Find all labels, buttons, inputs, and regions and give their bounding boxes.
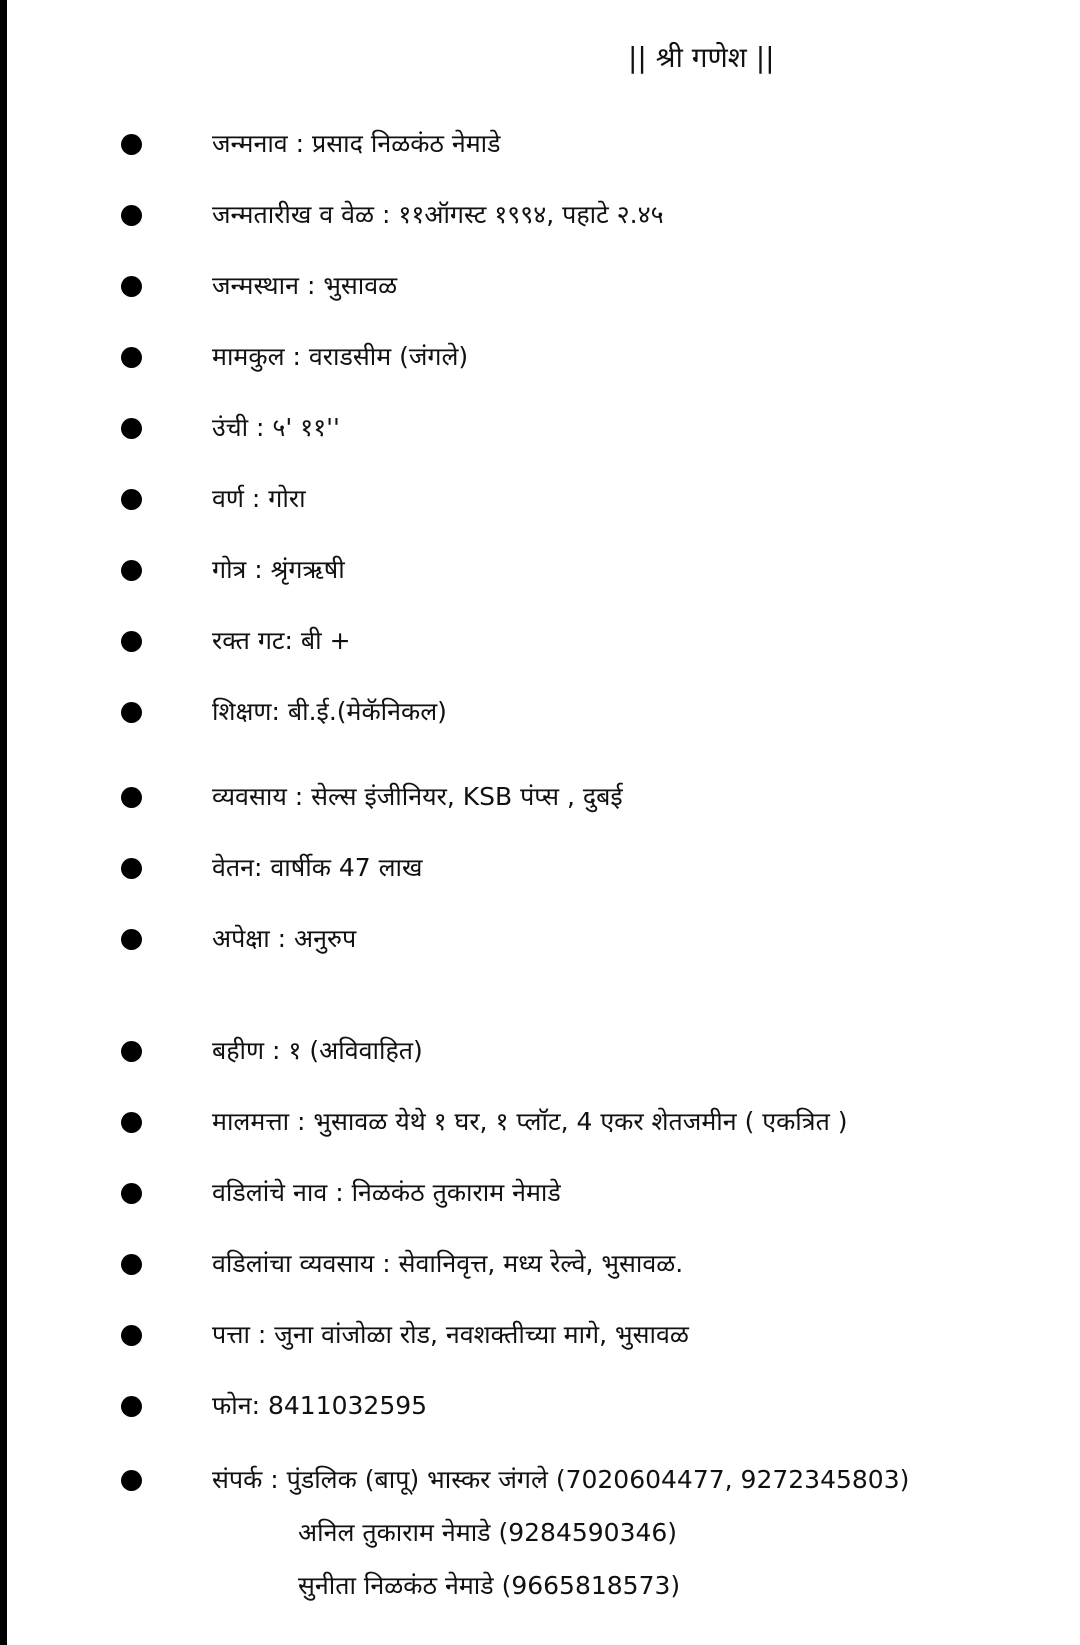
bullet-icon bbox=[121, 631, 142, 652]
bullet-icon bbox=[121, 1041, 142, 1062]
bullet-icon bbox=[121, 489, 142, 510]
list-item-complexion bbox=[0, 477, 1080, 517]
list-item-expectation bbox=[0, 917, 1080, 957]
bullet-icon bbox=[121, 1396, 142, 1417]
list-item-phone bbox=[0, 1384, 1080, 1424]
contact-line-3: सुनीता निळकंठ नेमाडे (9665818573) bbox=[298, 1571, 681, 1600]
list-item-gotra bbox=[0, 548, 1080, 588]
bullet-icon bbox=[121, 787, 142, 808]
expectation-text: अपेक्षा : अनुरुप bbox=[212, 924, 357, 953]
bullet-icon bbox=[121, 858, 142, 879]
list-item-height bbox=[0, 406, 1080, 446]
contact-line-2: अनिल तुकाराम नेमाडे (9284590346) bbox=[298, 1518, 678, 1547]
bullet-icon bbox=[121, 1325, 142, 1346]
salary-text: वेतन: वार्षीक 47 लाख bbox=[212, 853, 423, 882]
list-item-blood-group bbox=[0, 619, 1080, 659]
list-item-salary bbox=[0, 846, 1080, 886]
bullet-icon bbox=[121, 702, 142, 723]
bullet-icon bbox=[121, 929, 142, 950]
list-item-address bbox=[0, 1313, 1080, 1353]
property-text: मालमत्ता : भुसावळ येथे १ घर, १ प्लॉट, 4 एकर शेतजमीन ( एकत्रित ) bbox=[212, 1107, 848, 1136]
list-item-contact bbox=[0, 1458, 1080, 1498]
bullet-icon bbox=[121, 418, 142, 439]
maternal-family-text: मामकुल : वराडसीम (जंगले) bbox=[212, 342, 469, 371]
address-text: पत्ता : जुना वांजोळा रोड, नवशक्तीच्या मागे, भुसावळ bbox=[212, 1320, 689, 1349]
list-item-sister bbox=[0, 1029, 1080, 1069]
list-item-father-name bbox=[0, 1171, 1080, 1211]
bullet-icon bbox=[121, 134, 142, 155]
bullet-icon bbox=[121, 560, 142, 581]
contact-text: संपर्क : पुंडलिक (बापू) भास्कर जंगले (7020604477, 9272345803) bbox=[212, 1465, 910, 1494]
blood-group-text: रक्त गट: बी + bbox=[212, 626, 351, 655]
bullet-icon bbox=[121, 276, 142, 297]
list-item-father-occupation bbox=[0, 1242, 1080, 1282]
sister-text: बहीण : १ (अविवाहित) bbox=[212, 1036, 423, 1065]
phone-text: फोन: 8411032595 bbox=[212, 1391, 428, 1420]
list-item-birth-place bbox=[0, 264, 1080, 304]
bullet-icon bbox=[121, 347, 142, 368]
occupation-text: व्यवसाय : सेल्स इंजीनियर, KSB पंप्स , दुबई bbox=[212, 782, 623, 811]
list-item-property bbox=[0, 1100, 1080, 1140]
list-item-birth-date-time bbox=[0, 193, 1080, 233]
list-item-occupation bbox=[0, 775, 1080, 815]
gotra-text: गोत्र : श्रृंगऋषी bbox=[212, 555, 345, 584]
bullet-icon bbox=[121, 1112, 142, 1133]
education-text: शिक्षण: बी.ई.(मेकॅनिकल) bbox=[212, 697, 447, 726]
bullet-icon bbox=[121, 1254, 142, 1275]
father-occupation-text: वडिलांचा व्यवसाय : सेवानिवृत्त, मध्य रेल्वे, भुसावळ. bbox=[212, 1249, 684, 1278]
list-item-education bbox=[0, 690, 1080, 730]
list-item-birth-name bbox=[0, 122, 1080, 162]
bullet-icon bbox=[121, 205, 142, 226]
birth-name-text: जन्मनाव : प्रसाद निळकंठ नेमाडे bbox=[212, 129, 501, 158]
height-text: उंची : ५' ११'' bbox=[212, 413, 340, 442]
father-name-text: वडिलांचे नाव : निळकंठ तुकाराम नेमाडे bbox=[212, 1178, 561, 1207]
page-title: || श्री गणेश || bbox=[628, 41, 775, 74]
list-item-maternal-family bbox=[0, 335, 1080, 375]
bullet-icon bbox=[121, 1183, 142, 1204]
complexion-text: वर्ण : गोरा bbox=[212, 484, 306, 513]
bullet-icon bbox=[121, 1470, 142, 1491]
birth-place-text: जन्मस्थान : भुसावळ bbox=[212, 271, 398, 300]
birth-date-time-text: जन्मतारीख व वेळ : ११ऑगस्ट १९९४, पहाटे २.४५ bbox=[212, 200, 664, 229]
